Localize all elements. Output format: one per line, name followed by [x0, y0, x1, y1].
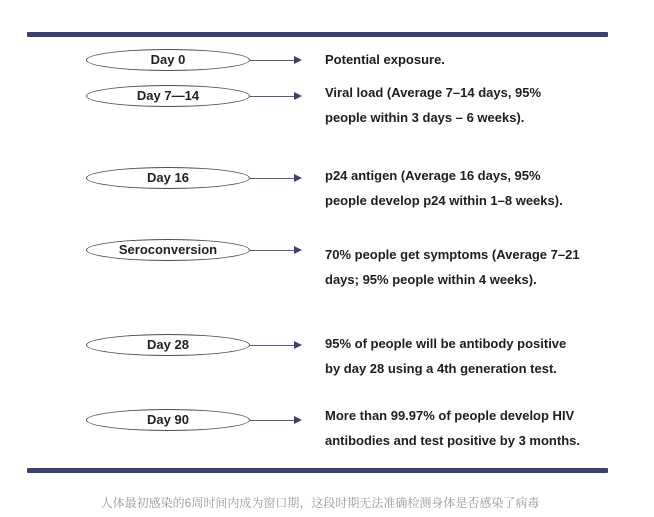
bottom-divider	[27, 468, 608, 473]
stage-description	[325, 403, 625, 453]
stage-label: Day 90	[86, 409, 250, 431]
arrow-icon	[250, 96, 300, 97]
description-line: 70% people get symptoms (Average 7–21	[325, 247, 580, 262]
description-line: 95% of people will be antibody positive	[325, 336, 567, 351]
description-line: p24 antigen (Average 16 days, 95%	[325, 168, 541, 183]
description-line: Potential exposure.	[325, 52, 445, 67]
stage-description	[325, 242, 625, 292]
description-line: people develop p24 within 1–8 weeks).	[325, 193, 563, 208]
description-line: days; 95% people within 4 weeks).	[325, 272, 537, 287]
arrow-icon	[250, 250, 300, 251]
description-line: by day 28 using a 4th generation test.	[325, 361, 557, 376]
description-line: Viral load (Average 7–14 days, 95%	[325, 85, 542, 100]
image-caption: 人体最初感染的6周时间内成为窗口期，这段时期无法准确检测身体是否感染了病毒	[100, 496, 540, 510]
description-line: people within 3 days – 6 weeks).	[325, 110, 525, 125]
stage-label: Day 0	[86, 49, 250, 71]
arrow-icon	[250, 60, 300, 61]
arrow-icon	[250, 420, 300, 421]
stage-label: Day 7—14	[86, 85, 250, 107]
arrow-icon	[250, 345, 300, 346]
arrow-icon	[250, 178, 300, 179]
top-divider	[27, 32, 608, 37]
stage-description	[325, 80, 625, 130]
stage-label: Seroconversion	[86, 239, 250, 261]
stage-description	[325, 163, 625, 213]
stage-label: Day 16	[86, 167, 250, 189]
stage-description	[325, 47, 625, 72]
stage-description	[325, 331, 625, 381]
stage-label: Day 28	[86, 334, 250, 356]
description-line: antibodies and test positive by 3 months.	[325, 433, 580, 448]
description-line: More than 99.97% of people develop HIV	[325, 408, 575, 423]
